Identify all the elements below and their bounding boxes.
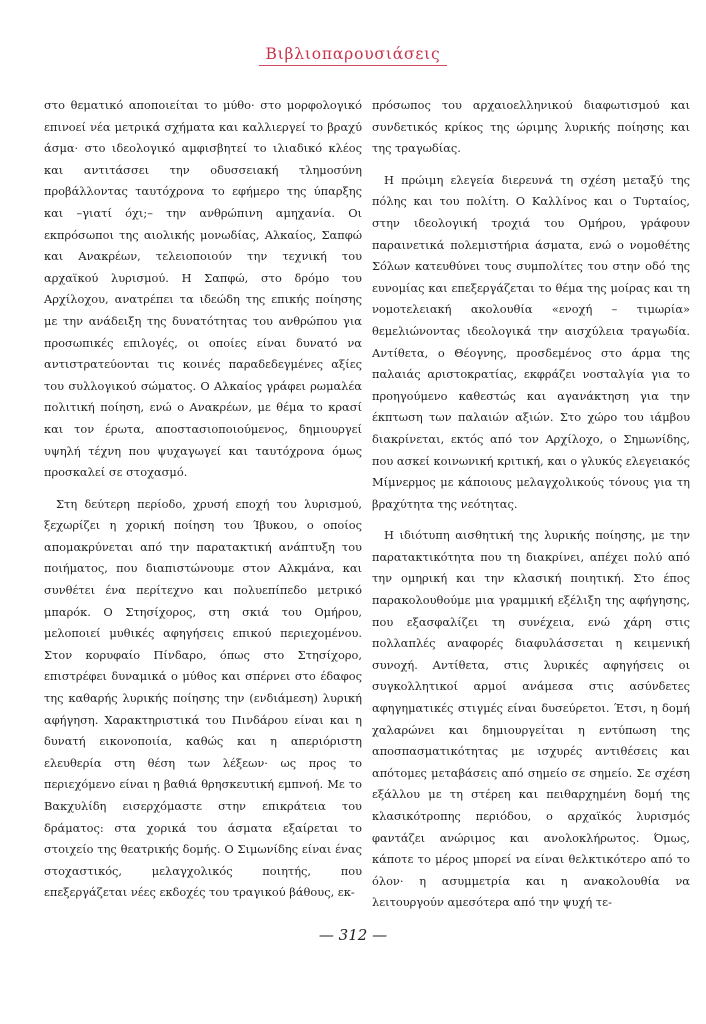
section-title: Βιβλιοπαρουσιάσεις [259,45,446,66]
left-column [44,95,362,904]
left-paragraph-1: στο θεματικό αποποιείται το μύθο· στο μορφολογικό επινοεί νέα μετρικά σχήματα και καλλιεργεί το βραχύ άσμα· στο ιδεολογικό αμφισβητεί το ιλιαδικό κλέος και αντιτάσσει την οδυσσειακή τλημοσύνη προβάλλοντας ταυτόχρονα το εφήμερο της ύπαρξης και –γιατί όχι;– την ανθρώπινη αμηχανία. Οι εκπρόσωποι της αιολικής μονωδίας, Αλκαίος, Σαπφώ και Ανακρέων, τελειοποιούν την τεχνική του αρχαϊκού λυρισμού. Η Σαπφώ, στο δρόμο του Αρχίλοχου, ανατρέπει τα ιδεώδη της επικής ποίησης με την ανάδειξη της δυνατότητας του ανθρώπου για προσωπικές επιλογές, οι οποίες είναι δυνατό να αντιστρατεύονται τις κοινές παραδεδεγμένες αξίες του συλλογικού σώματος. Ο Αλκαίος γράφει ρωμαλέα πολιτική ποίηση, ενώ ο Ανακρέων, με θέμα το κρασί και τον έρωτα, αποστασιοποιούμενος, δημιουργεί υψηλή τέχνη που ψυχαγωγεί και ταυτόχρονα όμως προσκαλεί σε στοχασμό. [44,98,362,480]
right-paragraph-3: Η ιδιότυπη αισθητική της λυρικής ποίησης, με την παρατακτικότητα που τη διακρίνει, απέχει πολύ από την ομηρική και την κλασική ποιητική. Στο έπος παρακολουθούμε μια γραμμική εξέλιξη της αφήγησης, που εξασφαλίζει τη συνέχεια, ενώ χάρη στις πολλαπλές αναφορές διαφυλάσσεται η κειμενική συνοχή. Αντίθετα, στις λυρικές αφηγήσεις οι συγκολλητικοί αρμοί ανάμεσα στις ασύνδετες αφηγηματικές στιγμές είναι δυσεύρετοι. Έτσι, η δομή χαλαρώνει και δημιουργείται η εντύπωση της αποσπασματικότητας με ισχυρές αντιθέσεις και απότομες μεταβάσεις από σημείο σε σημείο. Σε σχέση εξάλλου με τη στέρεη και πειθαρχημένη δομή της κλασικότροπης περιόδου, ο αρχαϊκός λυρισμός φαντάζει ανώριμος και ανολοκλήρωτος. Όμως, κάποτε το μέρος μπορεί να είναι θελκτικότερο από το όλον· η ασυμμετρία και η ανακολουθία να λειτουργούν αμεσότερα από την ψυχή τε- [372,528,690,910]
running-header [0,44,706,66]
left-paragraph-2: Στη δεύτερη περίοδο, χρυσή εποχή του λυρισμού, ξεχωρίζει η χορική ποίηση του Ίβυκου, ο οποίος απομακρύνεται από την παρατακτική ανάπτυξη του ποιήματος, που διαπιστώνουμε στον Αλκμάνα, και συνθέτει ένα περίτεχνο και πολυεπίπεδο μετρικό μπαρόκ. Ο Στησίχορος, στη σκιά του Ομήρου, μελοποιεί μυθικές αφηγήσεις επικού περιεχομένου. Στον κορυφαίο Πίνδαρο, όπως στο Στησίχορο, επιστρέφει δυναμικά ο μύθος και σπέρνει στο έδαφος της καθαρής λυρικής ποίησης την (ενδιάμεση) λυρική αφήγηση. Χαρακτηριστικά του Πινδάρου είναι και η δυνατή εικονοποιία, καθώς και η απεριόριστη ελευθερία στη θέση των λέξεων· ως προς το περιεχόμενο είναι η βαθιά θρησκευτική εμπνοή. Με το Βακχυλίδη εισερχόμαστε στην επικράτεια του δράματος: στα χορικά του άσματα εξαίρεται το στοιχείο της θεατρικής δομής. Ο Σιμωνίδης είναι ένας στοχαστικός, μελαγχολικός ποιητής, που επεξεργάζεται νέες εκδοχές του τραγικού βάθους, εκ- [44,496,362,900]
right-paragraph-2: Η πρώιμη ελεγεία διερευνά τη σχέση μεταξύ της πόλης και του πολίτη. Ο Καλλίνος και ο Τυρταίος, στην ιδεολογική τροχιά του Ομήρου, γράφουν παραινετικά πολεμιστήρια άσματα, ενώ ο νομοθέτης Σόλων κατευθύνει τους συμπολίτες του στην οδό της ευνομίας και επεξεργάζεται το θέμα της μοίρας και τη νομοτελειακή ακολουθία «ενοχή – τιμωρία» θεμελιώνοντας ιδεολογικά την αισχύλεια τραγωδία. Αντίθετα, ο Θέογνης, προσδεμένος στο άρμα της παλαιάς αριστοκρατίας, εκφράζει νοσταλγία για το προηγούμενο καθεστώς και αγανάκτηση για την έκπτωση των παλαιών αξιών. Στο χώρο του ιάμβου διακρίνεται, εκτός από τον Αρχίλοχο, ο Σημωνίδης, που ασκεί κοινωνική κριτική, και ο γλυκύς ελεγειακός Μίμνερμος με κάποιους μελαγχολικούς τόνους για τη βραχύτητα της νεότητας. [372,172,690,511]
right-column [372,95,690,914]
right-paragraph-1: πρόσωπος του αρχαιοελληνικού διαφωτισμού και συνδετικός κρίκος της ώριμης λυρικής ποίησης και της τραγωδίας. [372,98,690,156]
page-number: — 312 — [318,926,388,944]
